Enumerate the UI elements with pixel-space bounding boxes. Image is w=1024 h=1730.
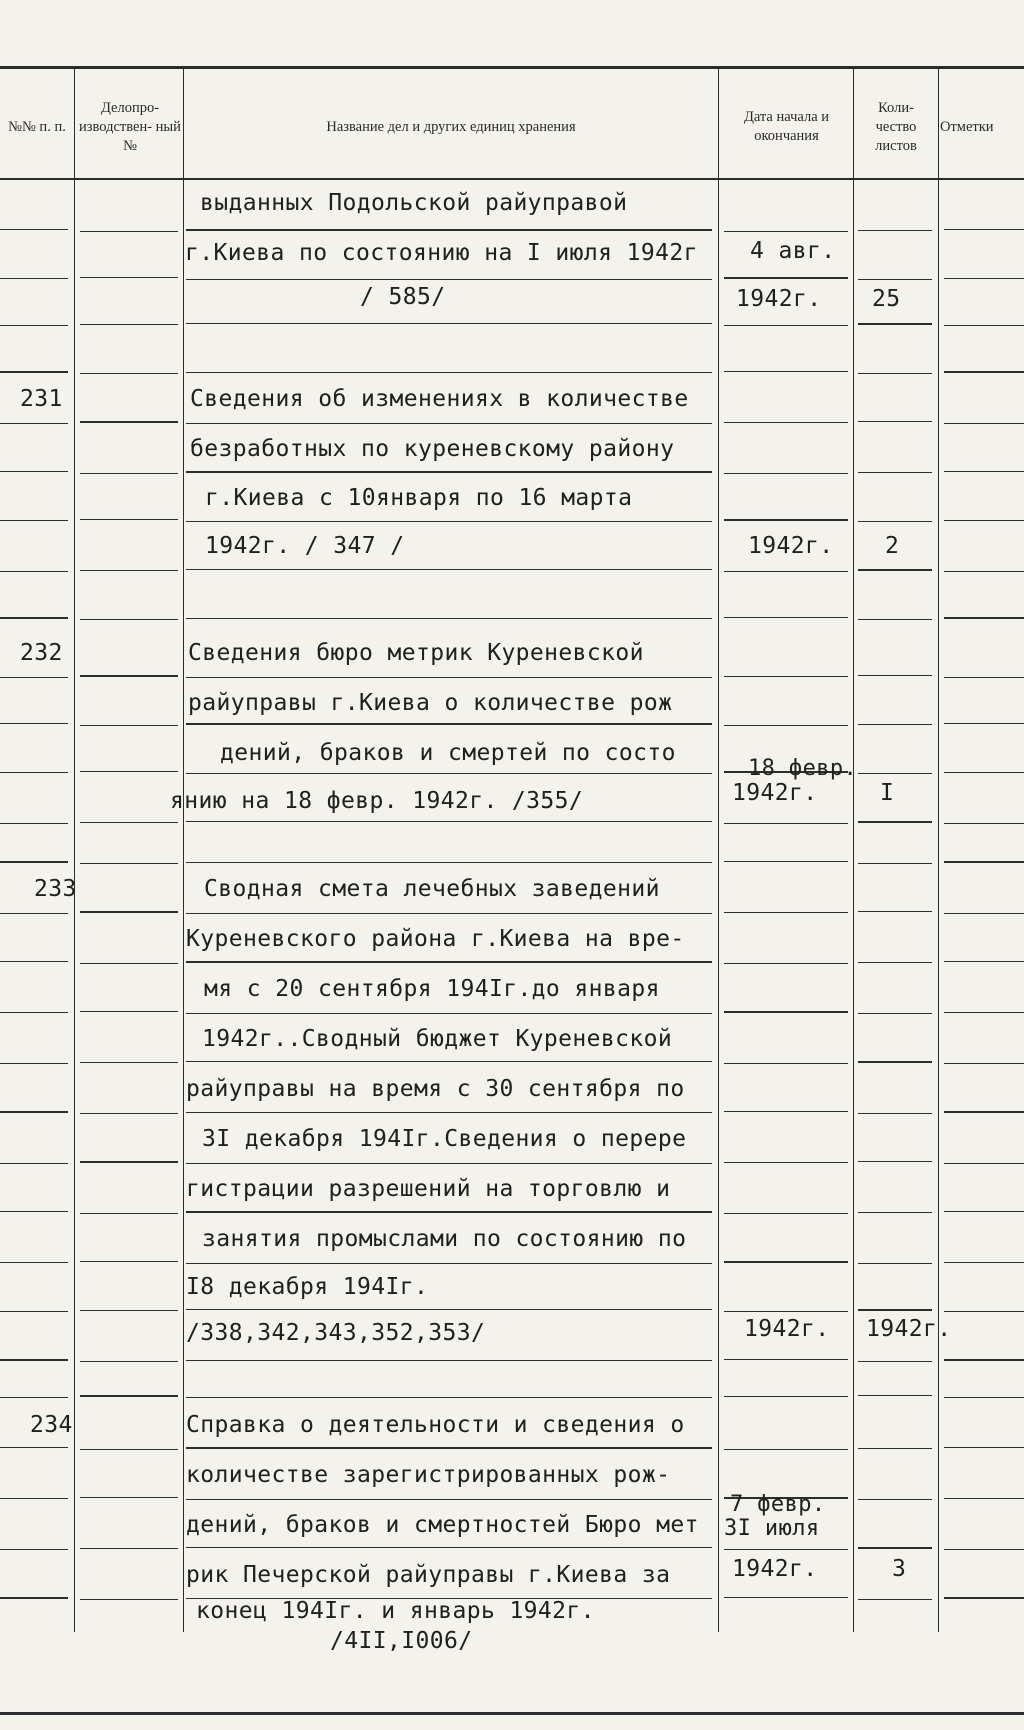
ruled-line (0, 677, 68, 678)
entry-line: Справка о деятельности и сведения о (186, 1412, 685, 1438)
entry-line: мя с 20 сентября 194Iг.до января (204, 976, 660, 1002)
entry-line: Сведения об изменениях в количестве (190, 386, 689, 412)
ruled-line (858, 619, 932, 620)
ruled-line (186, 1263, 712, 1264)
ruled-line (0, 723, 68, 724)
ruled-line (0, 1498, 68, 1499)
ruled-line (724, 1162, 848, 1163)
ruled-line (0, 1597, 68, 1598)
ruled-line (80, 1011, 178, 1012)
header-bottom-rule (0, 178, 1024, 180)
ruled-line (186, 961, 712, 962)
entry-date-end: 1942г. (736, 286, 822, 312)
ruled-line (186, 618, 712, 619)
ruled-line (186, 1163, 712, 1164)
ruled-line (858, 1309, 932, 1310)
ruled-line (80, 570, 178, 571)
ruled-line (944, 278, 1024, 279)
ruled-line (944, 677, 1024, 678)
entry-date-end: 1942г. (732, 780, 818, 806)
ruled-line (0, 1012, 68, 1013)
ruled-line (944, 772, 1024, 773)
ruled-line (0, 423, 68, 424)
ruled-line (80, 473, 178, 474)
entry-line: безработных по куреневскому району (190, 436, 675, 462)
ruled-line (944, 823, 1024, 824)
ruled-line (944, 723, 1024, 724)
ruled-line (944, 1111, 1024, 1112)
ruled-line (944, 229, 1024, 230)
header-col-number: №№ п. п. (8, 118, 66, 135)
entry-line: выданных Подольской райуправой (200, 190, 628, 216)
ruled-line (186, 677, 712, 678)
ruled-line (80, 911, 178, 912)
ruled-line (80, 963, 178, 964)
ruled-line (724, 1213, 848, 1214)
ruled-line (724, 1597, 848, 1598)
ruled-line (186, 569, 712, 570)
ruled-line (0, 1262, 68, 1263)
column-divider (74, 68, 75, 1632)
ruled-line (0, 1397, 68, 1398)
ruled-line (724, 371, 848, 372)
ruled-line (186, 423, 712, 424)
ruled-line (186, 323, 712, 324)
entry-line: Сведения бюро метрик Куреневской (188, 640, 644, 666)
ruled-line (0, 823, 68, 824)
ruled-line (0, 1111, 68, 1112)
column-divider (718, 68, 719, 1632)
ruled-line (80, 822, 178, 823)
ruled-line (858, 1263, 932, 1264)
ruled-line (80, 1599, 178, 1600)
ruled-line (0, 325, 68, 326)
entry-date-end: 3I июля (724, 1516, 820, 1541)
ruled-line (858, 911, 932, 912)
entry-line: дений, браков и смертностей Бюро мет (186, 1512, 699, 1538)
ruled-line (724, 473, 848, 474)
ruled-line (944, 1549, 1024, 1550)
ruled-line (0, 471, 68, 472)
ruled-line (724, 912, 848, 913)
ruled-line (80, 1062, 178, 1063)
ruled-line (724, 1063, 848, 1064)
ruled-line (0, 278, 68, 279)
ruled-line (944, 1063, 1024, 1064)
ruled-line (80, 1395, 178, 1396)
ruled-line (858, 1361, 932, 1362)
header-col-dates: Дата начала и окончания (743, 109, 830, 144)
ruled-line (858, 1061, 932, 1062)
ruled-line (186, 1211, 712, 1212)
ruled-line (858, 1013, 932, 1014)
ruled-line (944, 1397, 1024, 1398)
entry-line: райуправы на время с 30 сентября по (186, 1076, 685, 1102)
entry-date-start: 18 февр. (748, 756, 858, 781)
entry-number: 234 (30, 1412, 73, 1438)
ruled-line (858, 1448, 932, 1449)
ruled-line (944, 471, 1024, 472)
ruled-line (724, 277, 848, 278)
top-rule (0, 66, 1024, 69)
ruled-line (858, 1499, 932, 1500)
ruled-line (944, 1211, 1024, 1212)
header-col-title: Название дел и других единиц хранения (326, 118, 576, 135)
ruled-line (858, 521, 932, 522)
ruled-line (858, 230, 932, 231)
ruled-line (186, 372, 712, 373)
ruled-line (944, 1447, 1024, 1448)
ruled-line (186, 279, 712, 280)
ruled-line (0, 861, 68, 862)
ruled-line (858, 675, 932, 676)
ruled-line (724, 861, 848, 862)
column-divider (938, 68, 939, 1632)
ruled-line (858, 472, 932, 473)
ruled-line (858, 863, 932, 864)
ruled-line (0, 1359, 68, 1360)
entry-sheets: I (880, 780, 895, 806)
ruled-line (186, 1309, 712, 1310)
ruled-line (80, 1310, 178, 1311)
ruled-line (858, 373, 932, 374)
ruled-line (0, 229, 68, 230)
ruled-line (80, 1361, 178, 1362)
ruled-line (186, 1397, 712, 1398)
ruled-line (858, 1212, 932, 1213)
ruled-line (944, 1311, 1024, 1312)
ruled-line (944, 1262, 1024, 1263)
ruled-line (724, 1549, 848, 1550)
ruled-line (858, 421, 932, 422)
ruled-line (724, 1449, 848, 1450)
header-col-office-number: Делопро- изводствен- ный № (79, 99, 181, 154)
ruled-line (944, 1163, 1024, 1164)
entry-line: 1942г..Сводный бюджет Куреневской (202, 1026, 673, 1052)
entry-year: 1942г. (732, 1556, 818, 1582)
ruled-line (724, 1396, 848, 1397)
ruled-line (944, 1597, 1024, 1598)
ruled-line (186, 1360, 712, 1361)
ruled-line (186, 723, 712, 724)
entry-number: 233 (34, 876, 77, 902)
entry-line: 3I декабря 194Iг.Сведения о перере (202, 1126, 687, 1152)
entry-line: / 585/ (360, 284, 446, 310)
ruled-line (80, 619, 178, 620)
ruled-line (858, 962, 932, 963)
ruled-line (944, 1359, 1024, 1360)
ruled-line (724, 1261, 848, 1262)
ruled-line (186, 1547, 712, 1548)
ruled-line (186, 471, 712, 472)
header-col-notes: Отметки (940, 118, 994, 135)
ruled-line (186, 862, 712, 863)
ruled-line (80, 863, 178, 864)
entry-line: /338,342,343,352,353/ (186, 1320, 486, 1346)
ruled-line (186, 1013, 712, 1014)
ruled-line (80, 277, 178, 278)
column-divider (183, 68, 184, 1632)
entry-line: /4II,I006/ (330, 1628, 473, 1654)
ruled-line (186, 1499, 712, 1500)
ruled-line (724, 1311, 848, 1312)
entry-sheets: 3 (892, 1556, 907, 1582)
ruled-line (80, 1261, 178, 1262)
ruled-line (80, 324, 178, 325)
ruled-line (80, 1113, 178, 1114)
ruled-line (724, 422, 848, 423)
ruled-line (944, 423, 1024, 424)
entry-date-start: 7 февр. (730, 1492, 826, 1517)
entry-line: гистрации разрешений на торговлю и (186, 1176, 671, 1202)
ruled-line (858, 1599, 932, 1600)
ruled-line (80, 231, 178, 232)
entry-line: Сводная смета лечебных заведений (204, 876, 660, 902)
ruled-line (944, 1012, 1024, 1013)
ruled-line (724, 676, 848, 677)
ruled-line (724, 231, 848, 232)
ruled-line (0, 520, 68, 521)
ruled-line (186, 229, 712, 230)
ruled-line (80, 1449, 178, 1450)
entry-date-end: 1942г. (748, 533, 834, 559)
ruled-line (0, 617, 68, 618)
ruled-line (186, 773, 712, 774)
entry-line: занятия промыслами по состоянию по (202, 1226, 687, 1252)
ruled-line (186, 821, 712, 822)
ruled-line (858, 323, 932, 324)
entry-date-end: 1942г. (744, 1316, 830, 1342)
ruled-line (944, 617, 1024, 618)
ruled-line (944, 1498, 1024, 1499)
entry-date-start: 4 авг. (750, 238, 836, 264)
ruled-line (80, 675, 178, 676)
ruled-line (0, 1163, 68, 1164)
entry-line: рик Печерской райуправы г.Киева за (186, 1562, 671, 1588)
ruled-line (80, 1497, 178, 1498)
ruled-line (858, 1547, 932, 1548)
ruled-line (80, 519, 178, 520)
entry-line: г.Киева с 10января по 16 марта (205, 485, 633, 511)
ruled-line (0, 1447, 68, 1448)
entry-line: янию на 18 февр. 1942г. /355/ (170, 788, 584, 814)
header-col-sheets: Коли- чество листов (875, 99, 917, 154)
ruled-line (858, 279, 932, 280)
ruled-line (944, 371, 1024, 372)
ruled-line (80, 421, 178, 422)
column-divider (853, 68, 854, 1632)
ruled-line (858, 773, 932, 774)
ruled-line (0, 772, 68, 773)
ruled-line (0, 1549, 68, 1550)
entry-line: I8 декабря 194Iг. (186, 1274, 429, 1300)
ruled-line (80, 1548, 178, 1549)
ruled-line (186, 521, 712, 522)
ruled-line (724, 325, 848, 326)
ruled-line (858, 724, 932, 725)
ruled-line (80, 373, 178, 374)
entry-line: райуправы г.Киева о количестве рож (188, 690, 673, 716)
ruled-line (724, 571, 848, 572)
ruled-line (0, 1311, 68, 1312)
entry-line: количестве зарегистрированных рож- (186, 1462, 671, 1488)
ruled-line (0, 913, 68, 914)
ruled-line (858, 1395, 932, 1396)
ruled-line (186, 1447, 712, 1448)
ruled-line (944, 325, 1024, 326)
ruled-line (80, 725, 178, 726)
ruled-line (858, 569, 932, 570)
ruled-line (724, 617, 848, 618)
ruled-line (0, 571, 68, 572)
ruled-line (186, 1061, 712, 1062)
ruled-line (0, 1063, 68, 1064)
entry-line: 1942г. / 347 / (205, 533, 405, 559)
bottom-rule (0, 1712, 1024, 1715)
ruled-line (724, 823, 848, 824)
ruled-line (858, 821, 932, 822)
entry-line: конец 194Iг. и январь 1942г. (196, 1598, 595, 1624)
entry-sheets: 1942г. (866, 1316, 952, 1342)
ruled-line (0, 961, 68, 962)
entry-number: 231 (20, 386, 63, 412)
ruled-line (80, 1161, 178, 1162)
ruled-line (80, 1213, 178, 1214)
ruled-line (80, 771, 178, 772)
ruled-line (724, 963, 848, 964)
ruled-line (724, 725, 848, 726)
ruled-line (944, 861, 1024, 862)
ruled-line (0, 1211, 68, 1212)
entry-line: Куреневского района г.Киева на вре- (186, 926, 685, 952)
ruled-line (0, 371, 68, 372)
ruled-line (944, 961, 1024, 962)
ruled-line (186, 913, 712, 914)
ruled-line (724, 1359, 848, 1360)
entry-line: г.Киева по состоянию на I июля 1942г (185, 240, 698, 266)
entry-number: 232 (20, 640, 63, 666)
ruled-line (858, 1161, 932, 1162)
ruled-line (944, 520, 1024, 521)
ruled-line (724, 1111, 848, 1112)
ruled-line (724, 519, 848, 520)
ruled-line (186, 1112, 712, 1113)
entry-sheets: 25 (872, 286, 901, 312)
ruled-line (944, 913, 1024, 914)
ruled-line (944, 571, 1024, 572)
entry-sheets: 2 (885, 533, 900, 559)
ruled-line (858, 1113, 932, 1114)
ruled-line (724, 1011, 848, 1012)
entry-line: дений, браков и смертей по состо (220, 740, 676, 766)
